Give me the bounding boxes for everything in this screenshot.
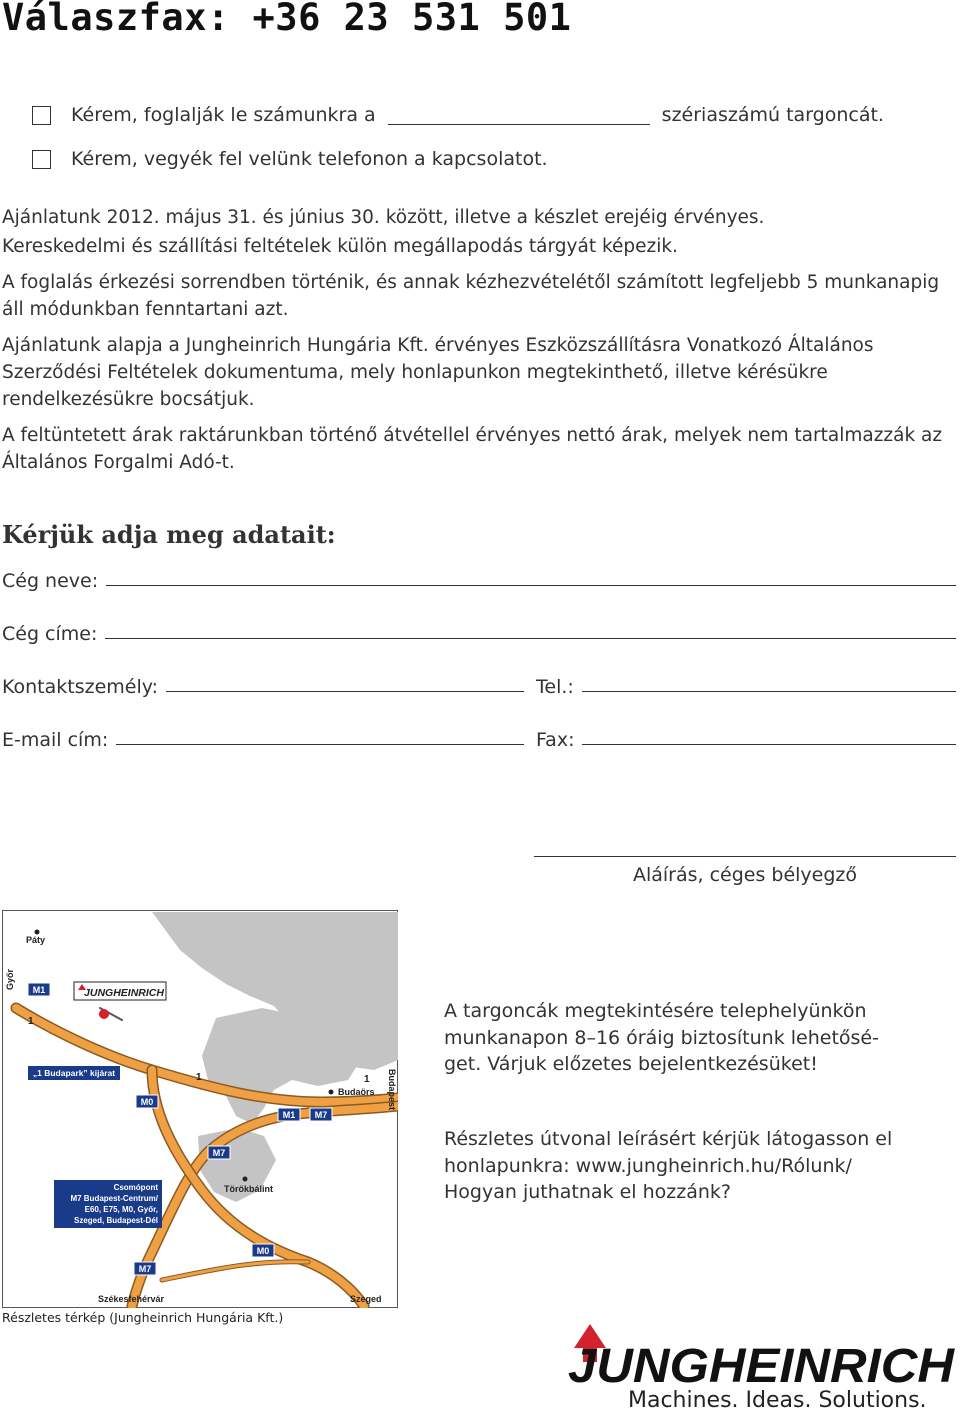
company-address-row — [2, 619, 956, 645]
svg-text:Szeged, Budapest-Dél: Szeged, Budapest-Dél — [73, 1216, 158, 1225]
svg-text:„1 Budapark” kijárat: „1 Budapark” kijárat — [32, 1068, 116, 1078]
map-label-gyor: Győr — [5, 968, 15, 990]
visit-line: A targoncák megtekintésére telephelyünkön — [444, 1000, 867, 1022]
svg-text:M0: M0 — [140, 1097, 154, 1107]
shield-m7 — [134, 1262, 156, 1275]
exit-label — [28, 1066, 120, 1080]
directions-line: Hogyan juthatnak el hozzánk? — [444, 1181, 731, 1203]
signature-field[interactable] — [534, 856, 956, 857]
directions-line: honlapunkra: www.jungheinrich.hu/Rólunk/ — [444, 1154, 852, 1177]
junction-label — [54, 1180, 162, 1228]
page-title: Válaszfax: +36 23 531 501 — [2, 0, 572, 39]
road-number: 1 — [364, 1074, 370, 1085]
paragraph: A foglalás érkezési sorrendben történik, és annak kézhezvételétől számított legfeljebb 5 munkanapig áll módunkban fenntartani azt. — [2, 272, 940, 320]
svg-text:JUNGHEINRICH: JUNGHEINRICH — [84, 987, 164, 999]
map-label-budapest: Budapest — [387, 1069, 397, 1111]
callback-text: Kérem, vegyék fel velünk telefonon a kapcsolatot. — [71, 148, 548, 170]
paragraph: A feltüntetett árak raktárunkban történő átvétellel érvényes nettó árak, melyek nem tartalmazzák az Általános Forgalmi Adó-t. — [2, 425, 943, 473]
reserve-text-after: szériaszámú targoncát. — [661, 104, 884, 126]
logo-wordmark: JUNGHEINRICH — [568, 1340, 956, 1393]
map-brand-logo — [74, 982, 166, 1000]
reserve-option — [32, 100, 884, 130]
svg-text:M7: M7 — [314, 1110, 328, 1120]
shield-m1 — [28, 983, 50, 996]
callback-option — [32, 144, 548, 174]
shield-m0 — [136, 1095, 158, 1108]
signature-label: Aláírás, céges bélyegző — [632, 864, 858, 886]
svg-text:Csomópont: Csomópont — [113, 1183, 158, 1192]
email-row — [2, 725, 524, 751]
svg-text:M7: M7 — [138, 1264, 152, 1274]
map-label-torokbalint: Törökbálint — [224, 1184, 273, 1194]
phone-label: Tel.: — [536, 676, 574, 698]
svg-text:M1: M1 — [32, 985, 46, 995]
svg-text:M0: M0 — [256, 1246, 270, 1256]
fax-label: Fax: — [536, 729, 575, 751]
map-label-szekesfehervar: Székesfehérvár — [98, 1294, 165, 1304]
contact-row — [2, 672, 524, 698]
map-label-paty: Páty — [26, 935, 46, 945]
company-name-label: Cég neve: — [2, 570, 99, 592]
visit-info — [444, 998, 944, 1078]
paragraph: Kereskedelmi és szállítási feltételek külön megállapodás tárgyát képezik. — [2, 236, 678, 257]
map-label-szeged: Szeged — [350, 1294, 382, 1304]
company-address-label: Cég címe: — [2, 623, 98, 645]
location-map — [2, 910, 398, 1308]
shield-m7 — [310, 1108, 332, 1121]
serial-number-field[interactable] — [388, 106, 650, 125]
road-number: 1 — [28, 1016, 34, 1027]
svg-text:M7 Budapest-Centrum/: M7 Budapest-Centrum/ — [70, 1194, 158, 1203]
fax-field[interactable] — [582, 744, 956, 745]
visit-line: get. Várjuk előzetes bejelentkezésüket! — [444, 1053, 818, 1075]
paragraph: Ajánlatunk alapja a Jungheinrich Hungária Kft. érvényes Eszközszállításra Vonatkozó Általános Szerződési Feltételek dokumentuma, mely honlapunkon megtekinthető, illetve kérésükre rendelkezésükre bocsátjuk. — [2, 335, 874, 410]
phone-row — [536, 672, 956, 698]
fax-row — [536, 725, 956, 751]
company-name-field[interactable] — [106, 585, 956, 586]
company-name-row — [2, 566, 956, 592]
map-label-budaors: Budaörs — [338, 1087, 375, 1097]
company-address-field[interactable] — [105, 638, 956, 639]
road-number: 1 — [196, 1072, 202, 1083]
reserve-text: Kérem, foglalják le számunkra a — [71, 104, 376, 126]
svg-text:E60, E75, M0, Győr,: E60, E75, M0, Győr, — [84, 1205, 158, 1214]
shield-m1 — [278, 1108, 300, 1121]
email-field[interactable] — [116, 744, 524, 745]
contact-field[interactable] — [166, 691, 524, 692]
phone-field[interactable] — [582, 691, 956, 692]
reserve-checkbox[interactable] — [32, 106, 51, 125]
form-heading: Kérjük adja meg adatait: — [2, 520, 336, 549]
terms-text — [2, 204, 956, 485]
svg-text:M7: M7 — [212, 1148, 226, 1158]
visit-line: munkanapon 8–16 óráig biztosítunk lehetősé- — [444, 1026, 879, 1049]
svg-text:M1: M1 — [282, 1110, 296, 1120]
logo-slogan: Machines. Ideas. Solutions. — [628, 1388, 927, 1413]
shield-m0 — [252, 1244, 274, 1257]
paragraph: Ajánlatunk 2012. május 31. és június 30. között, illetve a készlet erejéig érvényes. — [2, 207, 765, 228]
contact-label: Kontaktszemély: — [2, 676, 159, 698]
email-label: E-mail cím: — [2, 729, 109, 751]
directions-line: Részletes útvonal leírásért kérjük látogasson el — [444, 1128, 893, 1150]
site-marker — [99, 1009, 109, 1019]
callback-checkbox[interactable] — [32, 150, 51, 169]
map-caption: Részletes térkép (Jungheinrich Hungária Kft.) — [2, 1310, 284, 1325]
directions-info — [444, 1126, 944, 1206]
shield-m7 — [208, 1146, 230, 1159]
